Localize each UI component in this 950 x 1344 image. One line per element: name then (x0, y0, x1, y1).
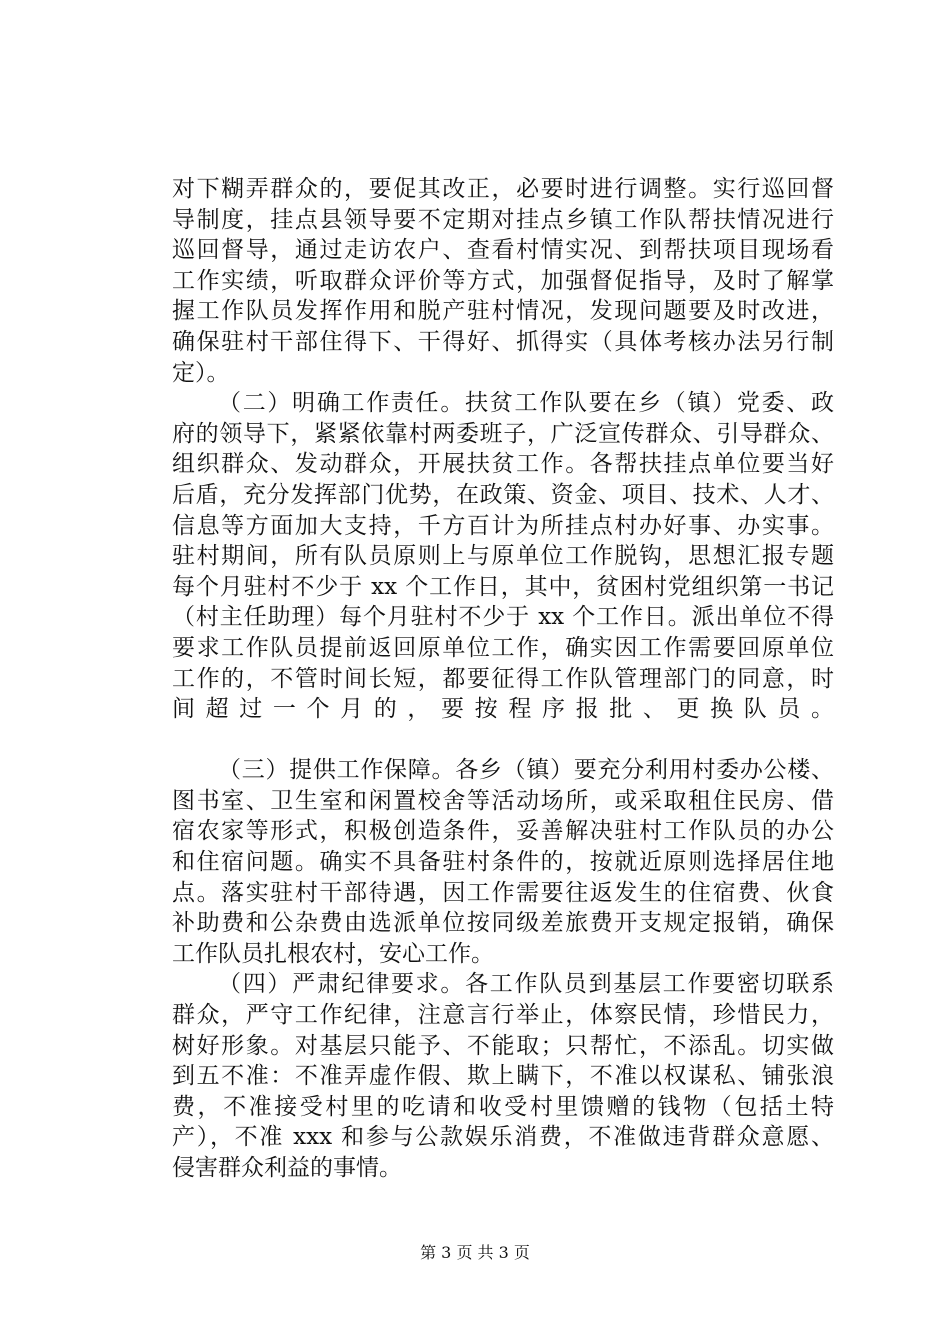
text-line: 工作队员扎根农村，安心工作。 (172, 940, 494, 967)
text-line: （四）严肃纪律要求。各工作队员到基层工作要密切联系 (218, 971, 834, 998)
text-line: 后盾，充分发挥部门优势，在政策、资金、项目、技术、人才、 (172, 481, 834, 508)
text-line: 府的领导下，紧紧依靠村两委班子，广泛宣传群众、引导群众、 (172, 420, 834, 447)
text-line: 和住宿问题。确实不具备驻村条件的，按就近原则选择居住地 (172, 849, 834, 876)
text-line: 驻村期间，所有队员原则上与原单位工作脱钩，思想汇报专题 (172, 543, 834, 570)
text-line: 树好形象。对基层只能予、不能取；只帮忙，不添乱。切实做 (172, 1032, 834, 1059)
text-line: 定）。 (172, 359, 230, 386)
text-line: 巡回督导，通过走访农户、查看村情实况、到帮扶项目现场看 (172, 237, 834, 264)
text-line: 每个月驻村不少于 xx 个工作日，其中，贫困村党组织第一书记 (172, 573, 834, 600)
text-line: 要求工作队员提前返回原单位工作，确实因工作需要回原单位 (172, 634, 834, 661)
text-line: 确保驻村干部住得下、干得好、抓得实（具体考核办法另行制 (172, 328, 834, 355)
text-line: 侵害群众利益的事情。 (172, 1155, 402, 1181)
text-line: 费，不准接受村里的吃请和收受村里馈赠的钱物（包括土特 (172, 1093, 834, 1120)
text-line: 宿农家等形式，积极创造条件，妥善解决驻村工作队员的办公 (172, 818, 834, 845)
paragraph-3-work-guarantee (172, 755, 834, 969)
paragraph-4-discipline (172, 969, 834, 1183)
text-line: 导制度，挂点县领导要不定期对挂点乡镇工作队帮扶情况进行 (172, 206, 834, 233)
text-line (172, 725, 834, 756)
paragraph-1 (172, 174, 834, 388)
text-line: 群众，严守工作纪律，注意言行举止，体察民情，珍惜民力， (172, 1002, 834, 1029)
text-line: （村主任助理）每个月驻村不少于 xx 个工作日。派出单位不得 (172, 604, 834, 631)
text-line: 间超过一个月的，要按程序报批、更换队员。 (172, 696, 834, 723)
text-line: 组织群众、发动群众，开展扶贫工作。各帮扶挂点单位要当好 (172, 451, 834, 478)
text-line: 对下糊弄群众的，要促其改正，必要时进行调整。实行巡回督 (172, 176, 834, 202)
text-line: 产），不准 xxx 和参与公款娱乐消费，不准做违背群众意愿、 (172, 1124, 834, 1151)
document-body (172, 174, 834, 1184)
paragraph-2-work-responsibility (172, 388, 834, 755)
text-line: 工作的，不管时间长短，都要征得工作队管理部门的同意，时 (172, 665, 834, 692)
page-number-footer: 第 3 页 共 3 页 (420, 1243, 530, 1262)
text-line: （三）提供工作保障。各乡（镇）要充分利用村委办公楼、 (218, 757, 834, 784)
text-line: 到五不准：不准弄虚作假、欺上瞒下，不准以权谋私、铺张浪 (172, 1063, 834, 1090)
text-line: 点。落实驻村干部待遇，因工作需要往返发生的住宿费、伙食 (172, 879, 834, 906)
text-line: 工作实绩，听取群众评价等方式，加强督促指导，及时了解掌 (172, 267, 834, 294)
text-line: 信息等方面加大支持，千方百计为所挂点村办好事、办实事。 (172, 512, 834, 539)
text-line: 补助费和公杂费由选派单位按同级差旅费开支规定报销，确保 (172, 910, 834, 937)
text-line: 图书室、卫生室和闲置校舍等活动场所，或采取租住民房、借 (172, 787, 834, 814)
text-line: 握工作队员发挥作用和脱产驻村情况，发现问题要及时改进， (172, 298, 834, 325)
text-line: （二）明确工作责任。扶贫工作队要在乡（镇）党委、政 (218, 390, 834, 417)
